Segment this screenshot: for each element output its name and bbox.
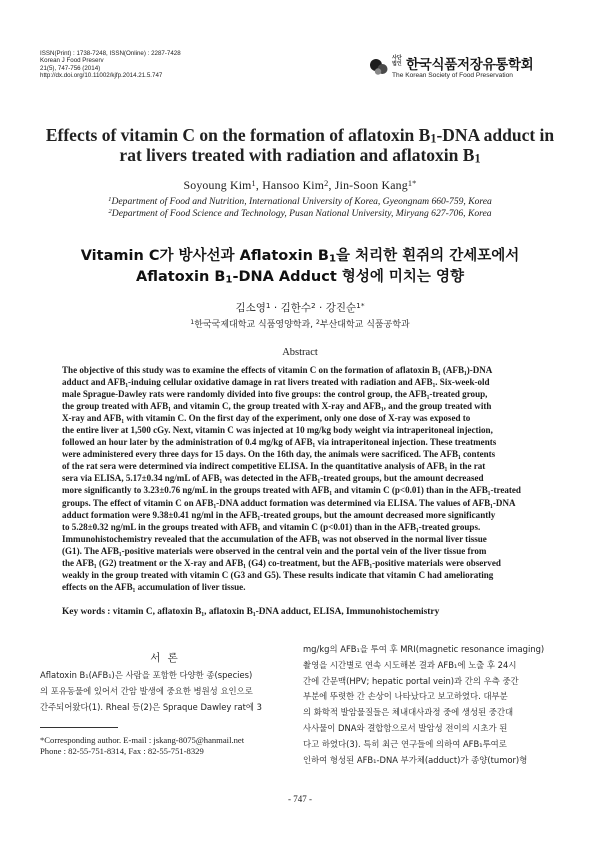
abstract-line: the AFB₁ (G2) treatment or the X-ray and AFB₁ (G4) co-treatment, but the AFB₁-positive materials were observed bbox=[62, 557, 501, 568]
paper-title-korean: Vitamin C가 방사선과 Aflatoxin $B_1$을 처리한 흰쥐의 간세포에서 Aflatoxin $B_1$-DNA Adduct 형성에 미치는 영향 bbox=[80, 248, 520, 285]
corresponding-author-footnote bbox=[40, 735, 244, 758]
abstract-line: The objective of this study was to examine the effects of vitamin C on the formation of aflatoxin B₁ (AFB₁)-DNA bbox=[62, 365, 493, 375]
affiliations-korean: $^1$한국국제대학교 식품영양학과, $^2$부산대학교 식품공학과 bbox=[190, 319, 410, 330]
author-name: 강진순 bbox=[325, 302, 357, 314]
abstract-line: to 5.28±0.32 ng/mL in the groups treated with AFB₁ and vitamin C (p<0.01) than in the AFB₁-treated groups. bbox=[62, 521, 481, 532]
abstract-line: the group treated with AFB₁ and vitamin C, the group treated with X-ray and AFB₁, and the group treated with bbox=[62, 401, 492, 412]
paragraph-line: 의 포유동물에 있어서 간암 발생에 중요한 병원성 요인으로 bbox=[40, 685, 253, 696]
abstract-heading: Abstract bbox=[282, 347, 318, 358]
authors-english: Soyoung Kim$^1$, Hansoo Kim$^2$, Jin-Soon Kang$^{1*}$ bbox=[183, 178, 417, 192]
society-corporate-mark: 사단 법인 bbox=[392, 55, 402, 67]
body-text-right-column bbox=[303, 642, 565, 768]
paragraph-line: 촬영을 시간별로 연속 시도해본 결과 AFB₁에 노출 후 24시 bbox=[303, 659, 517, 670]
society-name-korean: 한국식품저장유통학회 bbox=[406, 57, 534, 73]
affiliation-1: $^1$Department of Food and Nutrition, International University of Korea, Gyeongnam 660-759, Korea bbox=[108, 196, 492, 207]
paragraph-line: 사사물이 DNA와 결합함으로서 발암성 전이의 시초가 된 bbox=[303, 722, 508, 733]
corresponding-email: *Corresponding author. E-mail : jskang-8075@hanmail.net bbox=[40, 735, 245, 745]
footnote-divider bbox=[40, 727, 118, 728]
abstract-line: groups. The effect of vitamin C on AFB₁-DNA adduct formation was determined via ELISA. The values of AFB₁-DNA bbox=[62, 497, 516, 508]
abstract-line: adduct formation were 9.38±0.41 ng/ml in the AFB₁-treated groups, but the amount decreased more significantly bbox=[62, 509, 496, 520]
abstract-line: more significantly to 3.23±0.76 ng/mL in the groups treated with AFB₁ and vitamin C (p<0.01) than in the AFB₁-treated bbox=[62, 485, 521, 496]
page-number: - 747 - bbox=[288, 794, 312, 804]
abstract-line: Immunohistochemistry revealed that the accumulation of the AFB₁ was not observed in the normal liver tissue bbox=[62, 533, 487, 544]
paragraph-line: 의 화학적 발암물질들은 체내대사과정 중에 생성된 중간대 bbox=[303, 707, 514, 718]
author-name: Soyoung Kim bbox=[183, 178, 252, 192]
abstract-line: adduct and AFB₁-induing cellular oxidative damage in rat livers treated with radiation and AFB₁. Six-week-old bbox=[62, 377, 490, 388]
volume-pages: 21(5), 747-756 (2014) bbox=[40, 64, 101, 72]
author-name: Hansoo Kim bbox=[262, 178, 325, 192]
corresponding-phone: Phone : 82-55-751-8314, Fax : 82-55-751-8329 bbox=[40, 746, 204, 757]
society-emblem-icon bbox=[368, 56, 390, 78]
affiliation-2: $^2$Department of Food Science and Technology, Pusan National University, Miryang 627-706, Korea bbox=[108, 208, 492, 219]
paragraph-line: mg/kg의 AFB₁을 투여 후 MRI(magnetic resonance imaging) bbox=[303, 644, 545, 654]
journal-name: Korean J Food Preserv bbox=[40, 57, 104, 65]
abstract-line: effects on the AFB₁ accumulation of liver tissue. bbox=[62, 581, 246, 592]
abstract-line: of the rat sera were determined via indirect competitive ELISA. In the quantitative analysis of AFB₁ in the rat bbox=[62, 461, 486, 472]
paper-title-english: Effects of vitamin C on the formation of aflatoxin $B_1$-DNA adduct in rat livers treated with radiation and aflatoxin $B_1$ bbox=[45, 125, 555, 166]
author-name: 김소영 bbox=[235, 302, 266, 314]
abstract-line: were administered every three days for 15 days. On the 16th day, the animals were sacrificed. The AFB₁ contents bbox=[62, 449, 496, 460]
keywords: Key words : vitamin C, aflatoxin B₁, aflatoxin B₁-DNA adduct, ELISA, Immunohistochemistry bbox=[62, 607, 440, 617]
body-text-left-column bbox=[40, 668, 290, 715]
abstract-line: the entire liver at 1,500 cGy. Next, vitamin C was injected at 10 mg/kg body weight via intraperitoneal injection, bbox=[62, 425, 493, 436]
paragraph-line: 간에 간문맥(HPV; hepatic portal vein)과 간의 우측 중간 bbox=[303, 675, 519, 686]
journal-meta bbox=[40, 50, 181, 80]
abstract-line: weakly in the group treated with vitamin C (G3 and G5). These results indicate that vitamin C had ameliorating bbox=[62, 569, 494, 580]
paragraph-line: 인하여 형성된 AFB₁-DNA 부가체(adduct)가 종양(tumor)형 bbox=[303, 754, 528, 765]
author-name: 김한수 bbox=[280, 302, 312, 314]
paragraph-line: 부분에 뚜렷한 간 손상이 나타났다고 보고하였다. 대부분 bbox=[303, 691, 508, 702]
authors-korean: 김소영$^1$ · 김한수$^2$ · 강진순$^{1*}$ bbox=[235, 301, 365, 314]
abstract-line: sera via ELISA, 5.17±0.34 ng/mL of AFB₁ was detected in the AFB₁-treated groups, but the amount decreased bbox=[62, 473, 484, 484]
society-logo bbox=[368, 50, 548, 80]
abstract-line: followed an hour later by the administration of 0.4 mg/kg of AFB₁ via intraperitoneal injection. These treatments bbox=[62, 437, 497, 448]
paragraph-line: 다고 하였다(3). 특히 최근 연구들에 의하여 AFB₁투여로 bbox=[303, 738, 507, 749]
doi-link[interactable]: http://dx.doi.org/10.11002/kjfp.2014.21.5.747 bbox=[40, 72, 163, 80]
abstract-line: X-ray and AFB₁ with vitamin C. On the first day of the experiment, only one dose of X-ray was exposed to bbox=[62, 413, 471, 424]
abstract-line: (G1). The AFB₁-positive materials were observed in the central vein and the portal vein of the liver tissue from bbox=[62, 545, 487, 556]
paragraph-line: Aflatoxin B₁(AFB₁)은 사람을 포함한 다양한 종(species) bbox=[40, 670, 253, 680]
society-name-english: The Korean Society of Food Preservation bbox=[392, 72, 513, 79]
section-heading-introduction: 서 론 bbox=[150, 652, 180, 664]
abstract-body bbox=[62, 364, 538, 593]
author-name: Jin-Soon Kang bbox=[334, 178, 408, 192]
abstract-line: male Sprague-Dawley rats were randomly divided into five groups: the control group, the AFB₁-treated group, bbox=[62, 389, 488, 400]
paragraph-line: 간주되어왔다(1). Rheal 등(2)은 Spraque Dawley rat에 3 bbox=[40, 701, 262, 712]
issn-line: ISSN(Print) : 1738-7248, ISSN(Online) : 2287-7428 bbox=[40, 50, 181, 57]
